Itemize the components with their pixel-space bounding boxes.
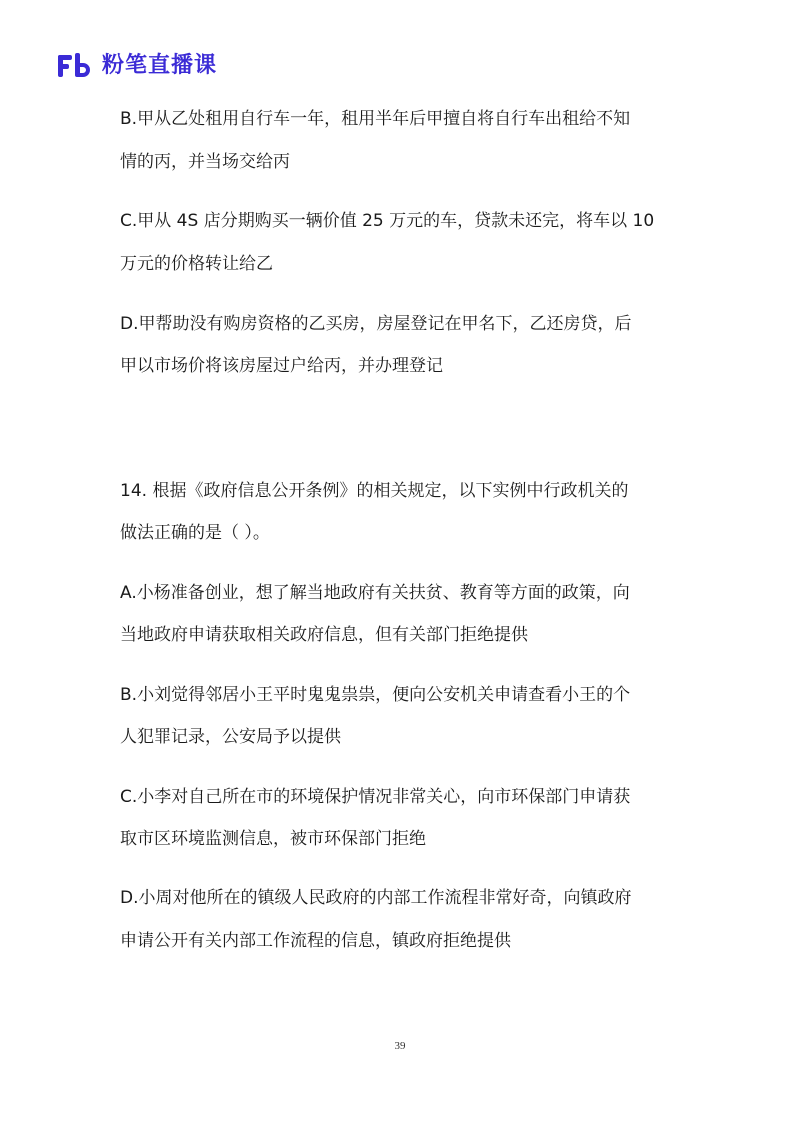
- q13-option-c-line2: 万元的价格转让给乙: [120, 254, 273, 274]
- q13-option-b-line2: 情的丙，并当场交给丙: [120, 152, 290, 172]
- q13-option-d-line1: D.甲帮助没有购房资格的乙买房，房屋登记在甲名下，乙还房贷，后: [120, 314, 632, 334]
- q13-option-c-line1: C.甲从 4S 店分期购买一辆价值 25 万元的车，贷款未还完，将车以 10: [120, 211, 655, 231]
- q14-option-d-line2: 申请公开有关内部工作流程的信息，镇政府拒绝提供: [120, 931, 511, 951]
- brand-header: [58, 53, 217, 79]
- q13-option-b-line1: B.甲从乙处租用自行车一年，租用半年后甲擅自将自行车出租给不知: [120, 109, 631, 129]
- q14-option-a-line1: A.小杨准备创业，想了解当地政府有关扶贫、教育等方面的政策，向: [120, 583, 630, 603]
- q14-option-a-line2: 当地政府申请获取相关政府信息，但有关部门拒绝提供: [120, 625, 528, 645]
- q14-option-c-line2: 取市区环境监测信息，被市环保部门拒绝: [120, 829, 426, 849]
- brand-name: 粉笔直播课: [102, 53, 218, 78]
- q14-stem-line2: 做法正确的是（ ）。: [120, 523, 270, 543]
- q14-option-c-line1: C.小李对自己所在市的环境保护情况非常关心，向市环保部门申请获: [120, 787, 631, 807]
- q14-option-d-line1: D.小周对他所在的镇级人民政府的内部工作流程非常好奇，向镇政府: [120, 888, 632, 908]
- fenbi-logo-icon: [58, 53, 94, 79]
- q14-option-b-line1: B.小刘觉得邻居小王平时鬼鬼祟祟，便向公安机关申请查看小王的个: [120, 685, 631, 705]
- q13-option-d-line2: 甲以市场价将该房屋过户给丙，并办理登记: [120, 356, 443, 376]
- page-number: 39: [394, 1040, 406, 1052]
- q14-option-b-line2: 人犯罪记录，公安局予以提供: [120, 727, 341, 747]
- q14-stem-line1: 14. 根据《政府信息公开条例》的相关规定，以下实例中行政机关的: [120, 481, 629, 501]
